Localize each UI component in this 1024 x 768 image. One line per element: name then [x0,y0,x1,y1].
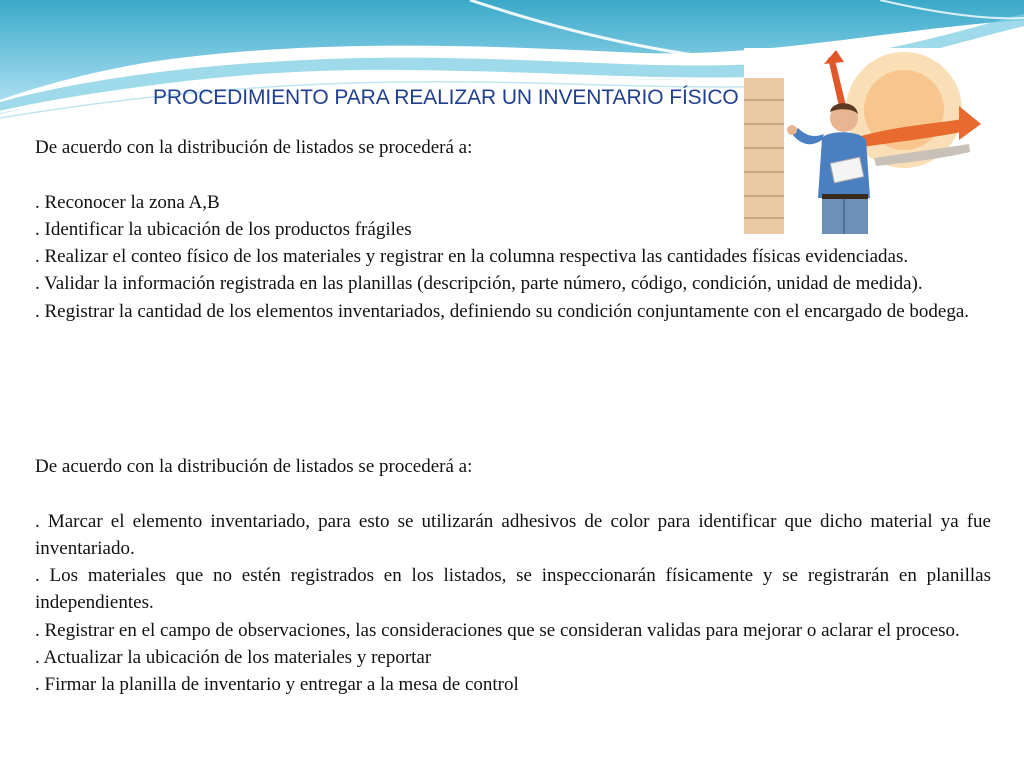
procedure-section-2 [35,453,991,699]
list-item: . Marcar el elemento inventariado, para esto se utilizarán adhesivos de color para identificar que dicho material ya fue inventariado. [35,510,991,559]
list-item: . Identificar la ubicación de los productos frágiles [35,218,412,240]
list-item: . Reconocer la zona A,B [35,191,220,213]
list-item: . Los materiales que no estén registrados en los listados, se inspeccionarán físicamente y se registrarán en planillas independientes. [35,565,991,614]
list-item: . Realizar el conteo físico de los materiales y registrar en la columna respectiva las cantidades físicas evidenciadas. [35,246,909,268]
list-item: . Validar la información registrada en las planillas (descripción, parte número, código, condición, unidad de medida). [35,273,923,295]
procedure-section-1 [35,134,998,325]
list-item: . Registrar la cantidad de los elementos inventariados, definiendo su condición conjuntamente con el encargado de bodega. [35,300,970,322]
list-item: . Actualizar la ubicación de los materiales y reportar [35,647,432,669]
page-title: PROCEDIMIENTO PARA REALIZAR UN INVENTARIO FÍSICO [153,86,739,109]
section-intro: De acuerdo con la distribución de listados se procederá a: [35,456,473,477]
list-item: . Registrar en el campo de observaciones, las consideraciones que se consideran validas para mejorar o aclarar el proceso. [35,619,960,641]
section-intro: De acuerdo con la distribución de listados se procederá a: [35,137,473,158]
list-item: . Firmar la planilla de inventario y entregar a la mesa de control [35,674,519,696]
